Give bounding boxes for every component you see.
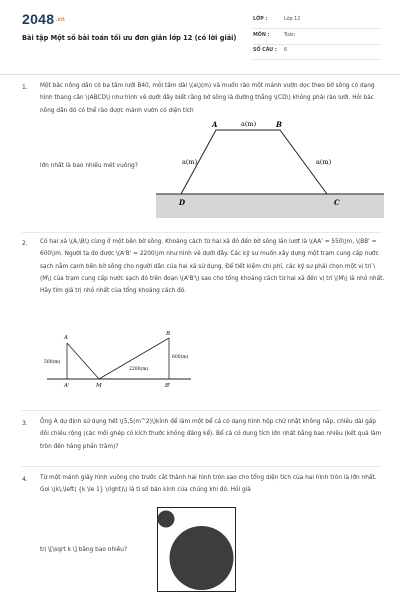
square-two-circles-figure — [157, 507, 237, 593]
label-left-distance: 500(m) — [44, 360, 61, 365]
label-base-distance: 2200(m) — [129, 367, 149, 372]
label-right-distance: 600(m) — [172, 355, 189, 360]
page-header — [0, 0, 400, 75]
trapezoid-garden-figure — [155, 117, 385, 221]
question-text: Một bác nông dân có ba tấm lưới B40, mỗi tấm dài \(a\)(m) và muốn rào một mảnh vườn dọc theo bờ sông có dạng hình thang cân \(ABCD\) như hình vẽ dưới đây biết rằng bờ sông là đường thẳng \(CD\) không phải rào lưới. Hỏi bác nông dân đó có thể rào được mảnh vườn có diện tích — [40, 83, 375, 114]
fence-outline — [181, 130, 327, 194]
river-stations-figure — [43, 330, 193, 392]
class-label: LỚP : — [253, 17, 268, 22]
point-label-B: B — [166, 331, 171, 337]
question-count-value: 6 — [284, 48, 288, 53]
divider — [253, 59, 381, 60]
question-text-tail: trị \[\sqrt k \] bằng bao nhiêu? — [40, 547, 128, 553]
brand-name: 2048 — [22, 11, 55, 27]
point-label-A1: A' — [64, 383, 70, 389]
section-divider — [22, 232, 382, 233]
vertex-label-A: A — [212, 120, 218, 129]
right-side-label: a(m) — [316, 158, 332, 166]
question-number: 1. — [22, 84, 28, 91]
question-number: 2. — [22, 240, 28, 247]
small-circle — [158, 511, 175, 528]
brand-suffix: .vn — [55, 17, 65, 24]
path-MB — [99, 338, 169, 379]
point-label-B1: B' — [165, 383, 171, 389]
question-number: 4. — [22, 476, 28, 483]
subject-label: MÔN : — [253, 33, 270, 38]
question-text: Ông A dự định sử dụng hết \(5,5(m^2)\)kính để làm một bể cá có dạng hình hộp chữ nhật không nắp, chiều dài gấp đôi chiều rộng (các mối ghép có kích thước không đáng kể). Bể cá có dung tích lớn nhất bằng bao nhiêu (kết quả làm tròn đến hàng phần trăm)? — [40, 419, 382, 450]
subject-value: Toán — [284, 33, 296, 38]
document-title: Bài tập Một số bài toán tối ưu đơn giản lớp 12 (có lời giải) — [22, 34, 237, 42]
path-AM — [67, 343, 99, 379]
point-label-M: M — [96, 383, 102, 389]
left-side-label: a(m) — [182, 158, 198, 166]
river-area — [156, 194, 384, 218]
large-circle — [170, 526, 234, 590]
vertex-label-B: B — [276, 120, 282, 129]
vertex-label-D: D — [179, 198, 186, 207]
site-logo[interactable] — [22, 11, 65, 27]
top-side-label: a(m) — [241, 120, 257, 128]
point-label-A: A — [64, 335, 68, 341]
question-text-tail: lớn nhất là bao nhiêu mét vuông? — [40, 163, 138, 169]
vertex-label-C: C — [334, 198, 340, 207]
question-count-label: SỐ CÂU : — [253, 48, 277, 53]
divider — [253, 28, 381, 29]
class-value: Lớp 12 — [284, 17, 301, 22]
section-divider — [22, 466, 382, 467]
divider — [253, 44, 381, 45]
question-text: Có hai xã \(A,\B\) cùng ở một bên bờ sông. Khoảng cách từ hai xã đó đến bờ sông lần lượt là \(AA' = 550\)m, \(BB' = 600\)m. Người ta đo được \(A'B' = 2200\)m như hình vẽ dưới đây. Các kỹ sư muốn xây dựng một trạm cung cấp nước sạch nằm cạnh bên bờ sông cho người dân của hai xã sử dụng. Để tiết kiệm chi phí, các kỹ sư phải chọn một vị trí \(M\) của trạm cung cấp nước sạch đó trên đoạn \(A'B'\) sao cho tổng khoảng cách từ hai xã đến vị trí \(M\) là nhỏ nhất. Hãy tìm giá trị nhỏ nhất của tổng khoảng cách đó. — [40, 239, 385, 295]
question-text: Từ một mảnh giấy hình vuông cho trước cắt thành hai hình tròn sao cho tổng diện tích của hai hình tròn là lớn nhất. Gọi \(k\,\left( {k \le 1} \right)\) là tỉ số bán kính của chúng khi đó. Hỏi giá — [40, 475, 377, 494]
question-number: 3. — [22, 420, 28, 427]
section-divider — [22, 410, 382, 411]
